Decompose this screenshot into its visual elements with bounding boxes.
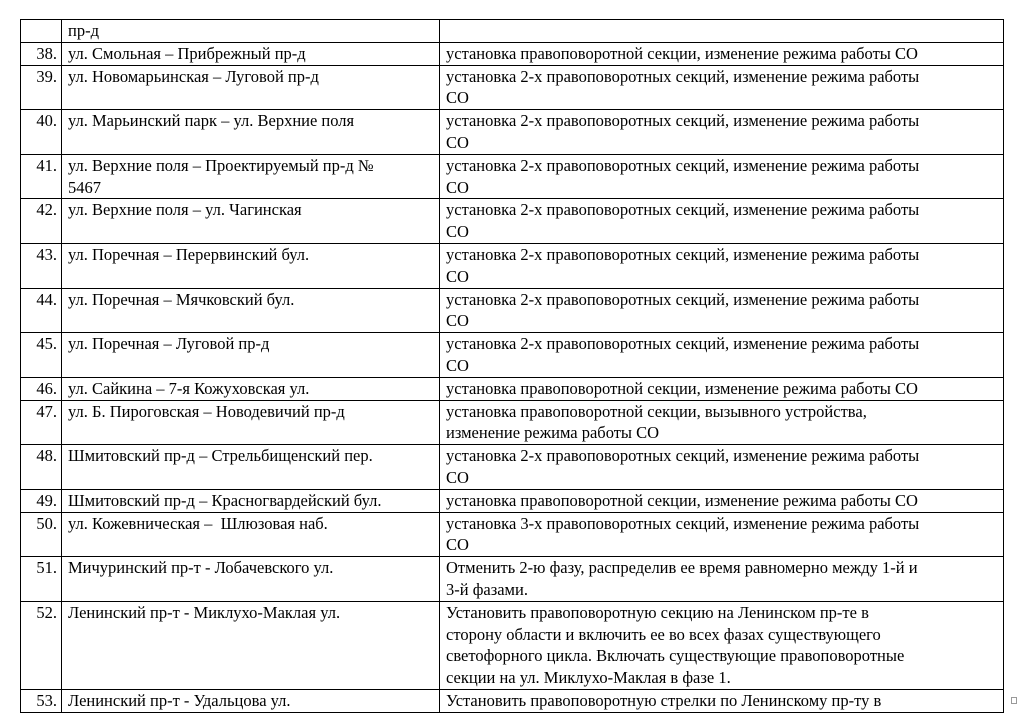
intersection-cell: пр-д <box>62 20 440 43</box>
row-number: 41. <box>21 154 62 199</box>
row-number: 42. <box>21 199 62 244</box>
row-number: 40. <box>21 110 62 155</box>
intersection-cell: ул. Поречная – Перервинский бул. <box>62 243 440 288</box>
action-cell: установка 2-х правоповоротных секций, изменение режима работы СО <box>440 65 1004 110</box>
table-row <box>21 110 1004 155</box>
table-row <box>21 489 1004 512</box>
action-cell: установка правоповоротной секции, вызывного устройства, изменение режима работы СО <box>440 400 1004 445</box>
table-row <box>21 557 1004 602</box>
action-cell: установка правоповоротной секции, изменение режима работы СО <box>440 489 1004 512</box>
row-number: 53. <box>21 689 62 712</box>
intersection-cell: Шмитовский пр-д – Красногвардейский бул. <box>62 489 440 512</box>
table-row <box>21 377 1004 400</box>
intersection-cell: ул. Поречная – Луговой пр-д <box>62 333 440 378</box>
row-number: 39. <box>21 65 62 110</box>
row-number: 47. <box>21 400 62 445</box>
intersection-cell: Мичуринский пр-т - Лобачевского ул. <box>62 557 440 602</box>
intersection-cell: ул. Смольная – Прибрежный пр-д <box>62 42 440 65</box>
page-corner-mark <box>1011 697 1017 704</box>
row-number: 45. <box>21 333 62 378</box>
table-row <box>21 42 1004 65</box>
row-number: 46. <box>21 377 62 400</box>
table-row <box>21 199 1004 244</box>
action-cell: установка 2-х правоповоротных секций, изменение режима работы СО <box>440 288 1004 333</box>
intersection-cell: ул. Марьинский парк – ул. Верхние поля <box>62 110 440 155</box>
table-row <box>21 601 1004 689</box>
row-number: 51. <box>21 557 62 602</box>
intersection-cell: ул. Сайкина – 7-я Кожуховская ул. <box>62 377 440 400</box>
action-cell: установка 2-х правоповоротных секций, изменение режима работы СО <box>440 333 1004 378</box>
action-cell: установка 2-х правоповоротных секций, изменение режима работы СО <box>440 243 1004 288</box>
traffic-light-changes-table <box>20 19 1004 713</box>
intersection-cell: ул. Поречная – Мячковский бул. <box>62 288 440 333</box>
action-cell: Установить правоповоротную стрелки по Ленинскому пр-ту в <box>440 689 1004 712</box>
action-cell: установка 2-х правоповоротных секций, изменение режима работы СО <box>440 154 1004 199</box>
action-cell: Отменить 2-ю фазу, распределив ее время равномерно между 1-й и 3-й фазами. <box>440 557 1004 602</box>
action-cell: Установить правоповоротную секцию на Ленинском пр-те в сторону области и включить ее во всех фазах существующего светофорного цикла. Включать существующие правоповоротные секции на ул. Миклухо-Маклая в фазе 1. <box>440 601 1004 689</box>
table-row <box>21 689 1004 712</box>
action-cell <box>440 20 1004 43</box>
table-row <box>21 512 1004 557</box>
action-cell: установка 2-х правоповоротных секций, изменение режима работы СО <box>440 110 1004 155</box>
intersection-cell: Ленинский пр-т - Миклухо-Маклая ул. <box>62 601 440 689</box>
intersection-cell: ул. Новомарьинская – Луговой пр-д <box>62 65 440 110</box>
row-number: 44. <box>21 288 62 333</box>
table-row <box>21 243 1004 288</box>
intersection-cell: ул. Б. Пироговская – Новодевичий пр-д <box>62 400 440 445</box>
action-cell: установка правоповоротной секции, изменение режима работы СО <box>440 42 1004 65</box>
action-cell: установка правоповоротной секции, изменение режима работы СО <box>440 377 1004 400</box>
table-row <box>21 333 1004 378</box>
intersection-cell: ул. Кожевническая – Шлюзовая наб. <box>62 512 440 557</box>
table-row <box>21 288 1004 333</box>
intersection-cell: ул. Верхние поля – ул. Чагинская <box>62 199 440 244</box>
row-number <box>21 20 62 43</box>
row-number: 38. <box>21 42 62 65</box>
table-row <box>21 445 1004 490</box>
table-body <box>21 20 1004 713</box>
intersection-cell: ул. Верхние поля – Проектируемый пр-д № 5467 <box>62 154 440 199</box>
row-number: 49. <box>21 489 62 512</box>
action-cell: установка 2-х правоповоротных секций, изменение режима работы СО <box>440 199 1004 244</box>
table-row <box>21 154 1004 199</box>
intersection-cell: Ленинский пр-т - Удальцова ул. <box>62 689 440 712</box>
table-row <box>21 400 1004 445</box>
action-cell: установка 3-х правоповоротных секций, изменение режима работы СО <box>440 512 1004 557</box>
intersection-cell: Шмитовский пр-д – Стрельбищенский пер. <box>62 445 440 490</box>
row-number: 43. <box>21 243 62 288</box>
action-cell: установка 2-х правоповоротных секций, изменение режима работы СО <box>440 445 1004 490</box>
row-number: 48. <box>21 445 62 490</box>
table-row <box>21 65 1004 110</box>
row-number: 52. <box>21 601 62 689</box>
row-number: 50. <box>21 512 62 557</box>
table-row <box>21 20 1004 43</box>
